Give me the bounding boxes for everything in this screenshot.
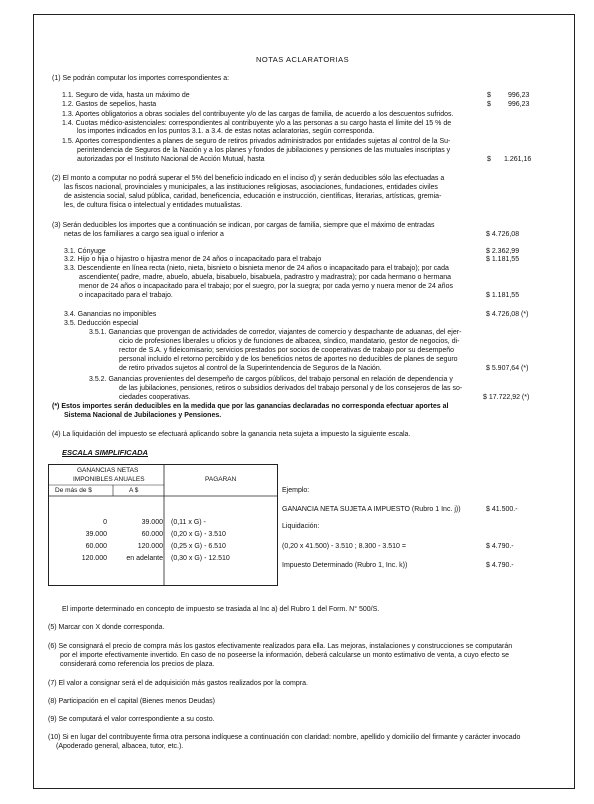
note-1-5c: autorizadas por el Instituto Nacional de Acción Mutual, hasta (77, 156, 265, 163)
note-1-intro: (1) Se podrán computar los importes correspondientes a: (52, 75, 230, 82)
note-3-5-2-amount: $ 17.722,92 (*) (483, 394, 530, 401)
note-10-line-2: (Apoderado general, albacea, tutor, etc.). (56, 743, 184, 750)
table-row-3-p: (0,25 x G) - 6.510 (171, 543, 226, 550)
note-1-2-amount: 996,23 (508, 101, 530, 108)
note-1-1: 1.1. Seguro de vida, hasta un máximo de (62, 92, 190, 99)
note-3-1: 3.1. Cónyuge (64, 248, 106, 255)
ejemplo-label: Ejemplo: (282, 487, 310, 494)
note-1-4b: los importes indicados en los puntos 3.1. a 3.4. de estas notas aclaratorias, según corresponda. (77, 128, 375, 135)
note-3-1-amount: $ 2.362,99 (486, 248, 520, 255)
note-3-4: 3.4. Ganancias no imponibles (64, 311, 157, 318)
note-6-line-2: por el importe efectivamente invertido. En caso de no poseerse la información, deberá calcularse un monto estimativo de venta, a cuyo efecto se (60, 652, 510, 659)
note-6-line-3: considerará como referencia los precios de plaza. (60, 661, 215, 668)
liquidacion-line-1: (0,20 x 41.500) - 3.510 ; 8.300 - 3.510 = (282, 543, 406, 550)
page-title: NOTAS ACLARATORIAS (256, 55, 350, 64)
note-3-5-1-amount: $ 5.907,64 (*) (486, 365, 529, 372)
note-1-5-amount: 1.261,16 (504, 156, 532, 163)
note-3-5-1e: de retiro privados sujetos al control de la Superintendencia de Seguros de la Nación. (119, 365, 382, 372)
note-3-4-amount: $ 4.726,08 (*) (486, 311, 529, 318)
table-row-4-de: 120.000 (81, 555, 107, 562)
table-row-4-a: en adelante (126, 555, 163, 562)
note-3-3-amount: $ 1.181,55 (486, 292, 520, 299)
note-2-line-3: de asistencia social, salud pública, caridad, beneficencia, educación e instrucción, científicas, literarias, artísticas, gremia- (64, 193, 442, 200)
tax-scale-table (48, 464, 278, 586)
note-3-3c: menor de 24 años o incapacitado para el trabajo; por el suegro, por la suegra; por cada yerno y nuera menor de 24 años (79, 283, 453, 290)
table-row-3-a: 120.000 (137, 543, 163, 550)
note-1-5-currency: $ (487, 156, 491, 163)
table-row-2-p: (0,20 x G) - 3.510 (171, 531, 226, 538)
note-1-1-amount: 996,23 (508, 92, 530, 99)
note-1-2: 1.2. Gastos de sepelios, hasta (62, 101, 157, 108)
note-3-5-2b: de las jubilaciones, pensiones, retiros o subsidios derivados del trabajo personal y de los consejeros de las so- (119, 385, 463, 392)
note-3-5-1d: personal incluido el retorno percibido y de los beneficios netos de aportes no deducibles de planes de seguro (119, 356, 458, 363)
note-3-line-1: (3) Serán deducibles los importes que a continuación se indican, por cargas de familia, siempre que el máximo de entradas (52, 222, 435, 229)
note-3-line-2: netas de los familiares a cargo sea igual o inferior a (64, 231, 224, 238)
note-4-after: El importe determinado en concepto de impuesto se trasiada al Inc a) del Rubro 1 del Form. N° 500/S. (62, 606, 380, 613)
table-row-1-de: 0 (103, 519, 107, 526)
note-9: (9) Se computará el valor correspondiente a su costo. (48, 716, 215, 723)
note-2-line-1: (2) El monto a computar no podrá superar el 5% del beneficio indicado en el inciso d) y serán deducibles sólo las efectuadas a (52, 175, 445, 182)
note-2-line-4: les, de cultura física o intelectual y entidades mutualistas. (64, 202, 243, 209)
note-1-3: 1.3. Aportes obligatorios a obras sociales del contribuyente y/o de las cargas de familia, de acuerdo a los descuentos sufridos. (62, 111, 454, 118)
ejemplo-line-1-value: $ 41.500.- (486, 506, 518, 513)
escala-title: ESCALA SIMPLIFICADA (62, 448, 148, 457)
table-row-4-p: (0,30 x G) - 12.510 (171, 555, 230, 562)
note-3-5-2c: ciedades cooperativas. (119, 394, 191, 401)
note-3-5-2a: 3.5.2. Ganancias provenientes del desempeño de cargos públicos, del trabajo personal en relación de dependencia y (89, 376, 453, 383)
table-header-1: GANANCIAS NETAS (77, 467, 139, 474)
note-6-line-1: (6) Se consignará el precio de compra más los gastos efectivamente realizados para ella. Las mejoras, instalaciones y construcciones se computarán (48, 643, 513, 650)
note-5: (5) Marcar con X donde corresponda. (48, 624, 165, 631)
table-header-a: A $ (129, 487, 139, 494)
table-row-1-p: (0,11 x G) - (171, 519, 206, 526)
note-3-asterisk-line-1: (*) Estos importes serán deducibles en la medida que por las ganancias declaradas no corresponda efectuar aportes al (52, 403, 449, 410)
table-header-pagaran: PAGARAN (205, 476, 237, 483)
note-3-2: 3.2. Hijo o hija o hijastro o hijastra menor de 24 años o incapacitado para el trabajo (64, 256, 322, 263)
note-3-2-amount: $ 1.181,55 (486, 256, 520, 263)
note-4-line-1: (4) La liquidación del impuesto se efectuará aplicando sobre la ganancia neta sujeta a impuesto la siguiente escala. (52, 431, 411, 438)
note-2-line-2: las fiscos nacional, provinciales y municipales, a las instituciones religiosas, asociaciones, fundaciones, entidades civiles (64, 184, 438, 191)
note-3-amount-max: $ 4.726,08 (486, 231, 520, 238)
note-10-line-1: (10) Si en lugar del contribuyente firma otra persona indíquese a continuación con claridad: nombre, apellido y domicilio del firmante y carácter invocado (48, 734, 521, 741)
ejemplo-line-1: GANANCIA NETA SUJETA A IMPUESTO (Rubro 1 Inc. j)) (282, 506, 461, 513)
table-row-2-de: 39.000 (85, 531, 107, 538)
liquidacion-label: Liquidación: (282, 523, 320, 530)
liquidacion-line-2: Impuesto Determinado (Rubro 1, Inc. k)) (282, 562, 408, 569)
note-1-1-currency: $ (487, 92, 491, 99)
note-3-5-1c: rector de S.A. y fideicomisario; servicios prestados por socios de cooperativas de trabajo por su desempeño (119, 347, 455, 354)
note-1-5a: 1.5. Aportes correspondientes a planes de seguro de retiros privados administrados por entidades sujetas al control de la Su- (62, 138, 451, 145)
note-1-2-currency: $ (487, 101, 491, 108)
note-3-3d: o incapacitado para el trabajo. (79, 292, 173, 299)
note-8: (8) Participación en el capital (Bienes menos Deudas) (48, 698, 215, 705)
table-row-2-a: 60.000 (141, 531, 163, 538)
note-3-5: 3.5. Deducción especial (64, 320, 139, 327)
note-3-5-1b: cicio de profesiones liberales u oficios y de funciones de albacea, síndico, mandatario, gestor de negocios, di- (119, 338, 460, 345)
note-1-5b: perintendencia de Seguros de la Nación y a los planes y fondos de jubilaciones y pensiones de las mutuales inscriptas y (77, 147, 451, 154)
note-3-5-1a: 3.5.1. Ganancias que provengan de actividades de corredor, viajantes de comercio y despachante de aduanas, del ejer- (89, 329, 462, 336)
note-3-asterisk-line-2: Sistema Nacional de Jubilaciones y Pensiones. (64, 412, 222, 419)
note-3-3a: 3.3. Descendiente en línea recta (nieto, nieta, bisnieto o bisnieta menor de 24 años o incapacitado para el trabajo); por cada (64, 265, 449, 272)
table-header-2: IMPONIBLES ANUALES (73, 476, 145, 483)
liquidacion-line-2-value: $ 4.790.- (486, 562, 514, 569)
note-3-3b: ascendiente( padre, madre, abuelo, abuela, bisabuelo, bisabuela, padrastro y madrastra); por cada hermano o hermana (79, 274, 452, 281)
table-header-de: De más de $ (55, 487, 92, 494)
note-7: (7) El valor a consignar será el de adquisición más gastos realizados por la compra. (48, 680, 308, 687)
table-row-3-de: 60.000 (85, 543, 107, 550)
table-row-1-a: 39.000 (141, 519, 163, 526)
note-1-4a: 1.4. Cuotas médico-asistenciales: correspondientes al contribuyente y/o a las personas a su cargo hasta el límite del 15 % de (62, 120, 452, 127)
liquidacion-line-1-value: $ 4.790.- (486, 543, 514, 550)
